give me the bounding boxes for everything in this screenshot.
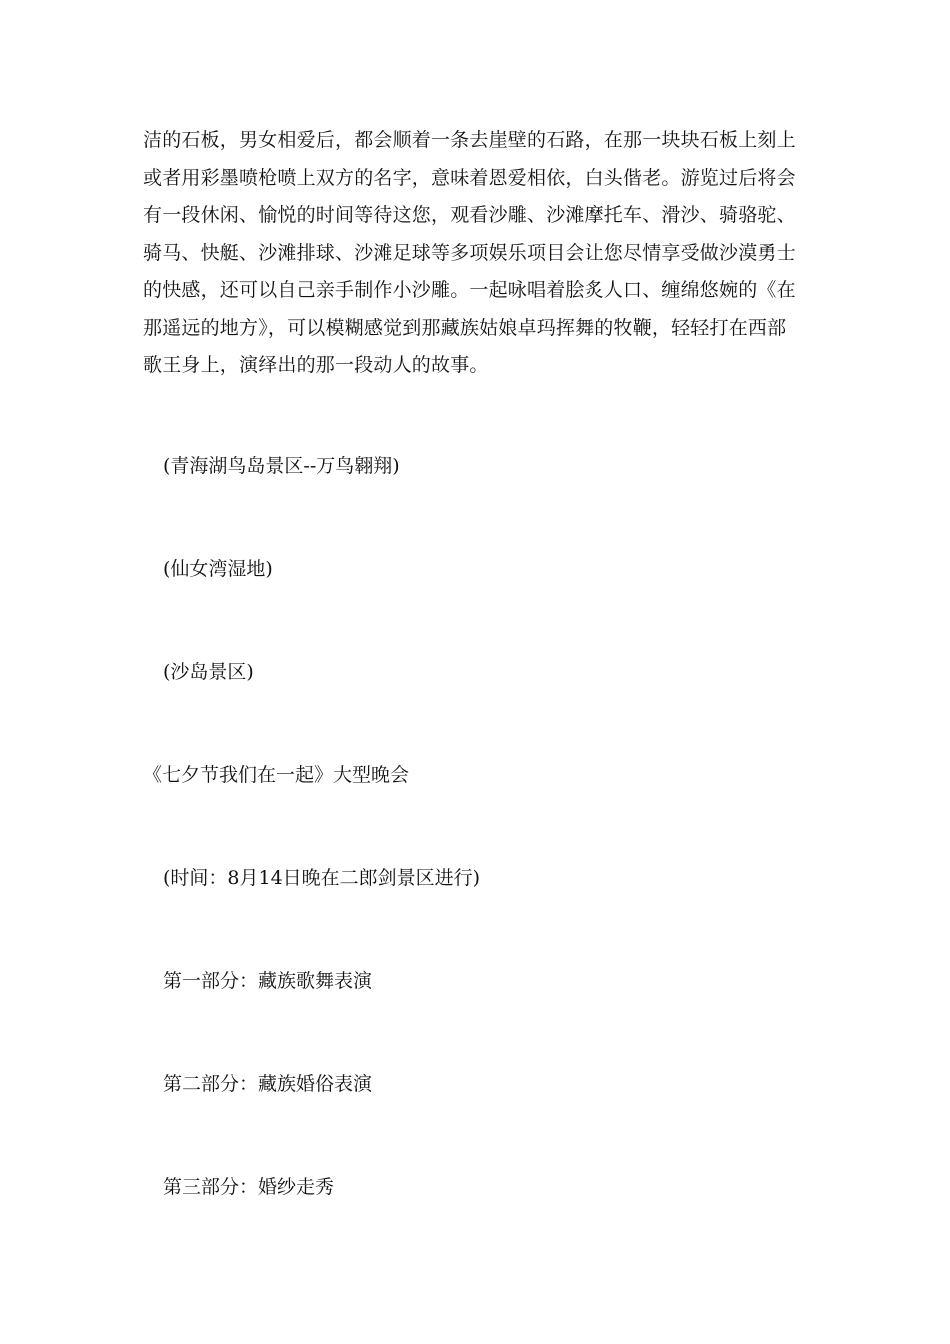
intro-paragraph xyxy=(143,122,813,385)
paragraph-line: 歌王身上，演绎出的那一段动人的故事。 xyxy=(143,354,489,376)
program-part-2: 第二部分：藏族婚俗表演 xyxy=(163,1073,373,1095)
gala-time: (时间：8月14日晚在二郎剑景区进行) xyxy=(163,867,481,889)
caption-bird-island: (青海湖鸟岛景区--万鸟翱翔) xyxy=(163,455,400,477)
paragraph-line: 或者用彩墨喷枪喷上双方的名字，意味着恩爱相依，白头偕老。游览过后将会 xyxy=(143,166,796,189)
program-part-1: 第一部分：藏族歌舞表演 xyxy=(163,970,373,992)
caption-sand-island: (沙岛景区) xyxy=(163,661,254,683)
paragraph-line: 那遥远的地方》，可以模糊感觉到那藏族姑娘卓玛挥舞的牧鞭，轻轻打在西部 xyxy=(143,316,787,339)
paragraph-line: 的快感，还可以自己亲手制作小沙雕。一起咏唱着脍炙人口、缠绵悠婉的《在 xyxy=(143,279,796,301)
program-part-3: 第三部分：婚纱走秀 xyxy=(163,1176,335,1198)
caption-fairy-bay: (仙女湾湿地) xyxy=(163,558,273,580)
gala-title: 《七夕节我们在一起》大型晚会 xyxy=(143,764,410,786)
paragraph-line: 骑马、快艇、沙滩排球、沙滩足球等多项娱乐项目会让您尽情享受做沙漠勇士 xyxy=(143,241,796,264)
paragraph-line: 有一段休闲、愉悦的时间等待这您，观看沙雕、沙滩摩托车、滑沙、骑骆驼、 xyxy=(143,204,796,226)
paragraph-line: 洁的石板，男女相爱后，都会顺着一条去崖壁的石路，在那一块块石板上刻上 xyxy=(143,129,796,151)
